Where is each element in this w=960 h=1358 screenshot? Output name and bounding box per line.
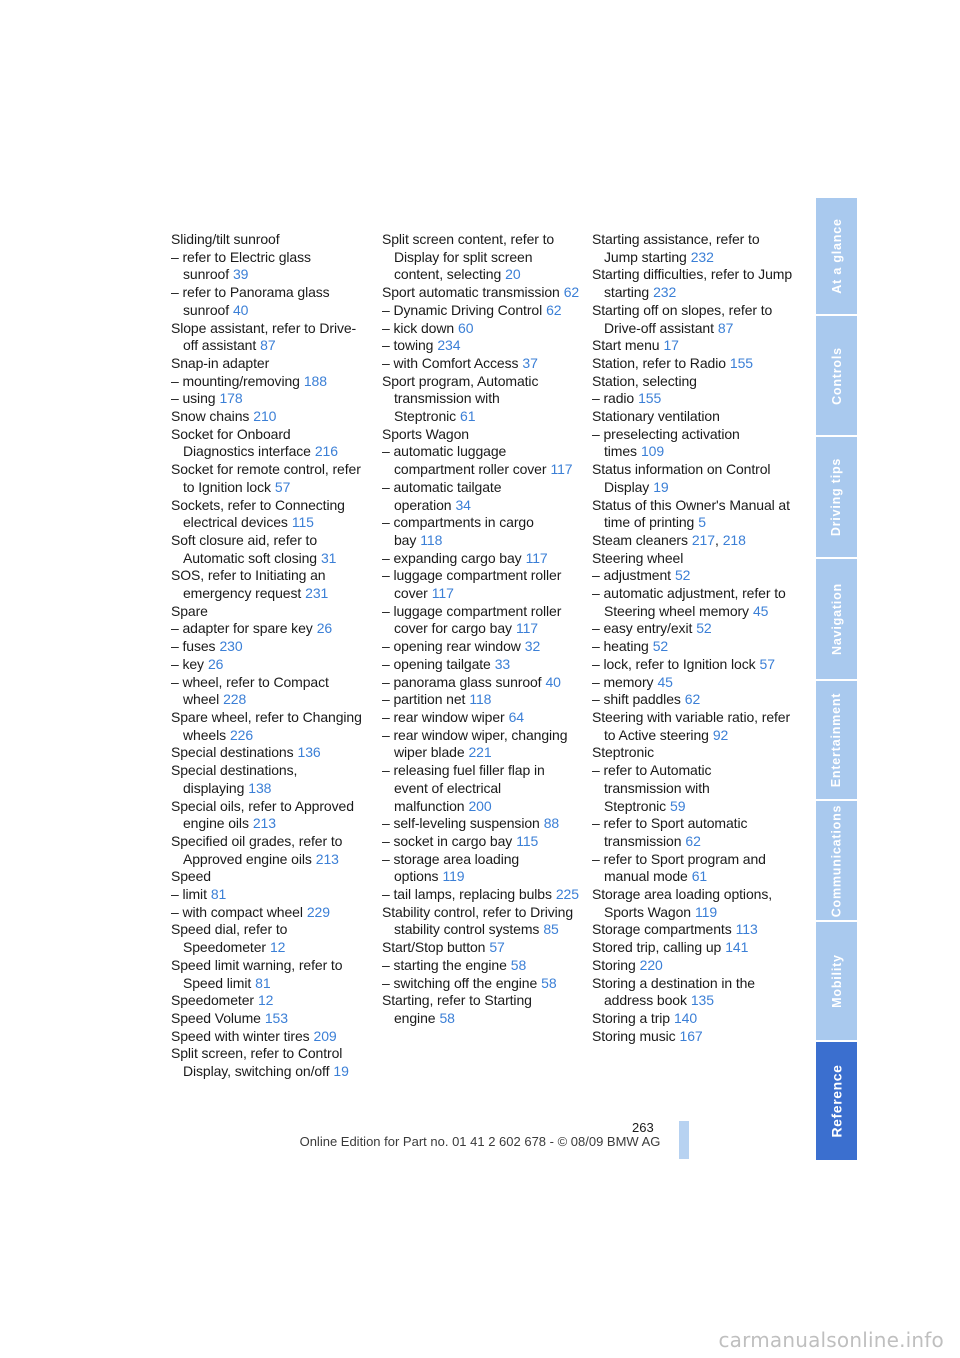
page-reference-link[interactable]: 40	[545, 673, 561, 690]
index-entry	[171, 408, 365, 426]
entry-term: – automatic luggage compartment roller cover	[382, 443, 547, 478]
entry-term: – storage area loading options	[382, 850, 520, 885]
index-entry	[592, 585, 792, 620]
index-entry	[592, 709, 792, 744]
entry-term: – starting the engine	[382, 956, 507, 973]
entry-term: Starting difficulties, refer to Jump starting	[592, 266, 793, 301]
index-entry	[382, 320, 582, 338]
page-reference-link[interactable]: 155	[729, 354, 753, 371]
page-reference-link[interactable]: 136	[297, 744, 321, 761]
entry-term: Speed	[171, 868, 211, 885]
index-entry	[171, 567, 365, 602]
entry-term: Storing music	[592, 1027, 676, 1044]
index-entry	[382, 656, 582, 674]
page-reference-link[interactable]: 232	[690, 248, 714, 265]
tab-label: Navigation	[829, 583, 844, 655]
index-entry	[171, 320, 365, 355]
page-reference-link[interactable]: 45	[752, 602, 769, 619]
index-column-1	[171, 231, 365, 1081]
page-reference-link[interactable]: 87	[260, 337, 276, 354]
entry-term: Spare	[171, 602, 208, 619]
page-reference-link[interactable]: 52	[652, 638, 669, 655]
tab-communications[interactable]	[816, 801, 857, 920]
entry-term: Specified oil grades, refer to Approved engine oils	[171, 832, 343, 867]
index-entry	[592, 815, 792, 850]
index-entry	[171, 231, 365, 249]
entry-term: Steam cleaners	[592, 531, 688, 548]
entry-term: – fuses	[171, 638, 216, 655]
entry-term: Start/Stop button	[382, 939, 486, 956]
index-entry	[382, 567, 582, 602]
index-entry	[592, 957, 792, 975]
index-entry	[592, 975, 792, 1010]
entry-term: Steering wheel	[592, 549, 684, 566]
page-reference-link[interactable]: 57	[489, 939, 505, 956]
entry-term: – tail lamps, replacing bulbs	[382, 886, 552, 903]
entry-term: Starting off on slopes, refer to Drive-off assistant	[592, 301, 773, 336]
entry-term: – expanding cargo bay	[382, 549, 522, 566]
page-number: 263	[632, 1120, 654, 1135]
index-entry	[171, 709, 365, 744]
page-reference-link[interactable]: 20	[505, 266, 521, 283]
index-entry	[382, 762, 582, 815]
page-reference-link[interactable]: 58	[510, 956, 527, 973]
page-reference-link[interactable]: 178	[219, 390, 243, 407]
entry-term: – mounting/removing	[171, 372, 300, 389]
entry-term: – opening rear window	[382, 638, 521, 655]
entry-term: Storing a destination in the address book	[592, 974, 755, 1009]
page-reference-link[interactable]: 209	[313, 1027, 337, 1044]
index-entry	[171, 1045, 365, 1080]
entry-term: Speed limit warning, refer to Speed limit	[171, 956, 343, 991]
index-entry	[592, 426, 792, 461]
index-entry	[171, 762, 365, 797]
page-reference-link[interactable]: 34	[455, 496, 471, 513]
entry-term: Sport program, Automatic transmission with Steptronic	[382, 372, 539, 425]
entry-term: – releasing fuel filler flap in event of electrical malfunction	[382, 762, 545, 814]
index-entry	[171, 461, 365, 496]
entry-term: Socket for remote control, refer to Ignition lock	[171, 461, 361, 495]
entry-term: – switching off the engine	[382, 974, 538, 991]
entry-term: – refer to Automatic transmission with Steptronic	[592, 762, 712, 814]
entry-term: Speed with winter tires	[171, 1027, 310, 1044]
page-reference-link[interactable]: 167	[679, 1027, 703, 1044]
entry-term: Storing a trip	[592, 1009, 670, 1026]
entry-term: – heating	[592, 638, 649, 655]
tab-mobility[interactable]	[816, 922, 857, 1040]
page-reference-link[interactable]: 62	[563, 284, 580, 301]
entry-term: Steering with variable ratio, refer to Active steering	[592, 708, 791, 743]
index-column-2	[382, 231, 582, 1028]
index-entry	[382, 514, 582, 549]
index-entry	[171, 921, 365, 956]
page-reference-link[interactable]: 52	[674, 567, 691, 584]
entry-term: Snow chains	[171, 408, 250, 425]
index-entry	[171, 798, 365, 833]
index-entry	[382, 886, 582, 904]
page-reference-link[interactable]: 117	[525, 549, 548, 566]
entry-term: – with Comfort Access	[382, 354, 519, 371]
index-entry	[592, 851, 792, 886]
index-entry	[592, 674, 792, 692]
page-reference-link[interactable]: 45	[657, 673, 673, 690]
entry-term: Sliding/tilt sunroof	[171, 231, 280, 247]
watermark: carmanualsonline.info	[718, 1328, 944, 1352]
index-entry	[592, 567, 792, 585]
entry-term: Storing	[592, 956, 636, 973]
entry-term: – refer to Sport automatic transmission	[592, 815, 748, 849]
index-entry	[382, 337, 582, 355]
page-reference-link[interactable]: 135	[690, 992, 714, 1009]
index-entry	[382, 479, 582, 514]
entry-term: – shift paddles	[592, 691, 681, 708]
page-reference-link[interactable]: 119	[442, 868, 465, 885]
index-entry	[171, 638, 365, 656]
page-reference-link[interactable]: 81	[255, 974, 271, 991]
index-entry	[592, 921, 792, 939]
index-entry	[592, 656, 792, 674]
index-entry	[382, 373, 582, 426]
page-reference-link[interactable]: 19	[653, 478, 669, 495]
index-entry	[382, 939, 582, 957]
page-reference-link[interactable]: 141	[725, 939, 749, 956]
footer-edition: Online Edition for Part no. 01 41 2 602 678 - © 08/09 BMW AG	[299, 1134, 661, 1149]
page-reference-link[interactable]: 119	[695, 903, 718, 920]
index-entry	[592, 939, 792, 957]
page-reference-link[interactable]: 213	[315, 850, 339, 867]
page-reference-link[interactable]: 117	[431, 585, 454, 602]
entry-term: – luggage compartment roller cover	[382, 567, 562, 602]
tab-controls[interactable]	[816, 316, 857, 435]
entry-term: – preselecting activation times	[592, 425, 740, 460]
index-entry	[382, 302, 582, 320]
page-reference-link[interactable]: 81	[210, 886, 227, 903]
page-reference-link[interactable]: 220	[639, 956, 663, 973]
index-entry	[171, 373, 365, 391]
page-reference-link[interactable]: 58	[439, 1009, 455, 1026]
index-entry	[382, 709, 582, 727]
page-reference-link[interactable]: 231	[305, 585, 329, 602]
page-reference-link[interactable]: 217	[691, 531, 715, 548]
entry-term: – automatic tailgate operation	[382, 478, 502, 513]
index-entry	[382, 638, 582, 656]
tab-navigation[interactable]	[816, 559, 857, 679]
index-entry	[592, 231, 792, 266]
index-entry	[171, 656, 365, 674]
entry-term: – with compact wheel	[171, 903, 303, 920]
page-reference-link[interactable]: 52	[696, 620, 712, 637]
page-reference-link[interactable]: 229	[306, 903, 330, 920]
entry-term: Status of this Owner's Manual at time of printing	[592, 496, 790, 531]
index-entry	[382, 355, 582, 373]
tab-label: Mobility	[829, 954, 844, 1008]
tab-entertainment[interactable]	[816, 681, 857, 799]
index-entry	[171, 833, 365, 868]
page-reference-link[interactable]: 155	[638, 390, 662, 407]
entry-term: – Dynamic Driving Control	[382, 301, 543, 318]
index-entry	[592, 886, 792, 921]
index-entry	[171, 886, 365, 904]
index-column-3	[592, 231, 792, 1045]
entry-term: – memory	[592, 673, 654, 690]
entry-term: Station, selecting	[592, 372, 697, 389]
entry-term: Socket for Onboard Diagnostics interface	[171, 425, 311, 460]
index-entry	[382, 815, 582, 833]
entry-term: Special destinations, displaying	[171, 762, 298, 796]
page-reference-link[interactable]: 60	[458, 319, 474, 336]
index-entry	[382, 284, 582, 302]
index-entry	[382, 443, 582, 478]
page-reference-link[interactable]: 216	[314, 443, 338, 460]
index-entry	[171, 390, 365, 408]
index-entry	[171, 497, 365, 532]
tab-label: Driving tips	[829, 457, 844, 537]
page-reference-link[interactable]: 31	[320, 549, 337, 566]
page-reference-link[interactable]: 39	[233, 266, 249, 283]
page-reference-link[interactable]: 61	[460, 408, 476, 425]
entry-term: Soft closure aid, refer to Automatic soft closing	[171, 531, 318, 566]
entry-term: – socket in cargo bay	[382, 832, 513, 849]
index-entry	[171, 355, 365, 373]
page-reference-link[interactable]: 62	[546, 301, 562, 318]
index-entry	[171, 904, 365, 922]
page-reference-link[interactable]: 62	[685, 832, 701, 849]
entry-term: Stored trip, calling up	[592, 939, 722, 956]
index-entry	[171, 1010, 365, 1028]
page-reference-link[interactable]: 33	[494, 655, 511, 672]
page-reference-link[interactable]: 228	[223, 691, 247, 708]
index-entry	[382, 674, 582, 692]
entry-term: – rear window wiper, changing wiper blade	[382, 726, 568, 761]
index-entry	[592, 408, 792, 426]
entry-term: Speedometer	[171, 992, 254, 1009]
page-reference-link[interactable]: 26	[207, 655, 224, 672]
index-entry	[592, 373, 792, 391]
entry-term: Sockets, refer to Connecting electrical devices	[171, 496, 345, 531]
entry-term: – self-leveling suspension	[382, 815, 540, 832]
entry-term: – partition net	[382, 691, 466, 708]
page-reference-link[interactable]: 58	[541, 974, 557, 991]
page-reference-link[interactable]: 59	[670, 797, 686, 814]
entry-term: Status information on Control Display	[592, 461, 771, 495]
index-entry	[592, 266, 792, 301]
tab-label: Reference	[828, 1064, 845, 1138]
entry-term: SOS, refer to Initiating an emergency request	[171, 567, 326, 602]
page-reference-link[interactable]: 113	[735, 921, 758, 938]
entry-term: Special destinations	[171, 744, 294, 761]
tab-driving-tips[interactable]	[816, 437, 857, 557]
entry-term: Station, refer to Radio	[592, 354, 726, 371]
index-entry	[382, 603, 582, 638]
entry-term: Storage area loading options, Sports Wagon	[592, 886, 773, 920]
page-reference-link[interactable]: 5	[698, 514, 706, 531]
index-entry	[171, 249, 365, 284]
index-entry	[592, 638, 792, 656]
index-entry	[592, 390, 792, 408]
entry-term: – easy entry/exit	[592, 620, 693, 637]
page-reference-link[interactable]: 210	[253, 408, 277, 425]
page-reference-link[interactable]: 12	[257, 992, 274, 1009]
entry-term: Steptronic	[592, 744, 655, 761]
index-entry	[382, 992, 582, 1027]
entry-term: – refer to Panorama glass sunroof	[171, 284, 330, 318]
entry-term: Spare wheel, refer to Changing wheels	[171, 708, 362, 743]
entry-term: Split screen content, refer to Display for split screen content, selecting	[382, 231, 555, 283]
entry-term: – automatic adjustment, refer to Steering wheel memory	[592, 585, 786, 619]
page-reference-link[interactable]: 19	[333, 1063, 349, 1080]
index-entry	[382, 851, 582, 886]
page-reference-link[interactable]: 225	[555, 886, 579, 903]
index-entry	[171, 284, 365, 319]
index-entry	[382, 231, 582, 284]
index-entry	[171, 992, 365, 1010]
index-entry	[592, 337, 792, 355]
entry-term: Slope assistant, refer to Drive-off assistant	[171, 319, 357, 354]
index-entry	[382, 727, 582, 762]
page-reference-link[interactable]: 40	[233, 301, 249, 318]
page-reference-link[interactable]: 64	[508, 708, 524, 725]
index-entry	[592, 497, 792, 532]
tab-label: Entertainment	[829, 692, 844, 788]
entry-term: Starting assistance, refer to Jump starting	[592, 231, 760, 265]
page-reference-link[interactable]: 221	[468, 744, 492, 761]
page-reference-link[interactable]: 57	[759, 655, 775, 672]
entry-term: Sports Wagon	[382, 425, 469, 442]
entry-term: Snap-in adapter	[171, 354, 270, 371]
page-reference-link[interactable]: 232	[653, 284, 677, 301]
index-entry	[382, 550, 582, 568]
index-entry	[382, 957, 582, 975]
page-reference-link[interactable]: 115	[291, 514, 314, 531]
index-entry	[592, 550, 792, 568]
entry-term: – key	[171, 655, 204, 672]
page-reference-link[interactable]: 12	[269, 939, 286, 956]
index-entry	[592, 762, 792, 815]
entry-term: – lock, refer to Ignition lock	[592, 655, 756, 672]
entry-term: – refer to Sport program and manual mode	[592, 850, 766, 885]
entry-term: – limit	[171, 886, 207, 903]
page-reference-link[interactable]: 138	[248, 779, 272, 796]
page-reference-link[interactable]: 87	[717, 319, 734, 336]
entry-term: – adapter for spare key	[171, 620, 313, 637]
index-entry	[171, 620, 365, 638]
tab-label: Controls	[829, 346, 844, 405]
page-reference-link[interactable]: 117	[550, 461, 573, 478]
index-entry	[171, 1028, 365, 1046]
page-reference-link[interactable]: 17	[663, 337, 679, 354]
entry-term: – compartments in cargo bay	[382, 514, 534, 548]
index-entry	[382, 426, 582, 444]
entry-term: – luggage compartment roller cover for cargo bay	[382, 602, 562, 637]
index-entry	[592, 1010, 792, 1028]
index-entry	[592, 620, 792, 638]
index-entry	[382, 975, 582, 993]
entry-term: – adjustment	[592, 567, 671, 584]
page-reference-link[interactable]: 218	[722, 531, 746, 548]
entry-term: Speed dial, refer to Speedometer	[171, 921, 288, 956]
tab-label: At a glance	[829, 218, 844, 294]
entry-term: Stability control, refer to Driving stability control systems	[382, 903, 574, 938]
index-entry	[171, 957, 365, 992]
entry-term: – panorama glass sunroof	[382, 673, 542, 690]
page-reference-link[interactable]: 61	[691, 868, 708, 885]
page-reference-link[interactable]: 85	[543, 921, 559, 938]
page-reference-link[interactable]: 57	[274, 478, 291, 495]
index-entry	[171, 744, 365, 762]
index-entry	[592, 691, 792, 709]
entry-term: Sport automatic transmission	[382, 284, 560, 301]
entry-term: – using	[171, 390, 216, 407]
index-entry	[592, 355, 792, 373]
entry-term: Starting, refer to Starting engine	[382, 992, 532, 1026]
page-reference-link[interactable]: 153	[264, 1009, 288, 1026]
page-reference-link[interactable]: 26	[316, 620, 333, 637]
page-reference-link[interactable]: 188	[303, 372, 327, 389]
entry-term: Special oils, refer to Approved engine oils	[171, 797, 354, 832]
entry-term: Storage compartments	[592, 921, 732, 938]
page-reference-link[interactable]: 200	[468, 797, 492, 814]
page-reference-link[interactable]: 92	[712, 726, 729, 743]
entry-term: – radio	[592, 390, 635, 407]
entry-term: – wheel, refer to Compact wheel	[171, 673, 329, 708]
page-reference-link[interactable]: 234	[437, 337, 461, 354]
entry-term: – towing	[382, 337, 434, 354]
page-reference-link[interactable]: 140	[673, 1009, 698, 1026]
entry-term: Stationary ventilation	[592, 408, 720, 425]
page-reference-link[interactable]: 118	[469, 691, 492, 708]
page-reference-link[interactable]: 230	[219, 638, 243, 655]
page-reference-link[interactable]: 62	[684, 691, 701, 708]
index-entry	[171, 532, 365, 567]
page-reference-link[interactable]: 213	[252, 815, 276, 832]
index-entry	[171, 603, 365, 621]
index-entry	[171, 868, 365, 886]
page-reference-link[interactable]: 32	[524, 638, 541, 655]
index-entry	[592, 744, 792, 762]
entry-term: Split screen, refer to Control Display, switching on/off	[171, 1045, 343, 1080]
page-reference-link[interactable]: 118	[420, 531, 443, 548]
entry-term: Start menu	[592, 337, 660, 354]
page-separator: ,	[714, 531, 719, 548]
tab-label: Communications	[829, 804, 844, 917]
entry-term: – kick down	[382, 319, 455, 336]
page-reference-link[interactable]: 88	[543, 815, 560, 832]
index-entry	[171, 426, 365, 461]
entry-term: – refer to Electric glass sunroof	[171, 248, 311, 283]
index-entry	[382, 833, 582, 851]
page-reference-link[interactable]: 117	[515, 620, 538, 637]
index-entry	[382, 691, 582, 709]
index-entry	[382, 904, 582, 939]
index-entry	[592, 302, 792, 337]
entry-term: – rear window wiper	[382, 708, 505, 725]
entry-term: Speed Volume	[171, 1009, 261, 1026]
entry-term: – opening tailgate	[382, 655, 491, 672]
index-entry	[592, 461, 792, 496]
index-entry	[592, 532, 792, 550]
page-reference-link[interactable]: 115	[516, 832, 539, 849]
tab-at-a-glance[interactable]	[816, 198, 857, 314]
index-entry	[592, 1028, 792, 1046]
page-reference-link[interactable]: 37	[522, 354, 538, 371]
page-reference-link[interactable]: 226	[229, 726, 254, 743]
page-reference-link[interactable]: 109	[640, 443, 665, 460]
index-entry	[171, 674, 365, 709]
